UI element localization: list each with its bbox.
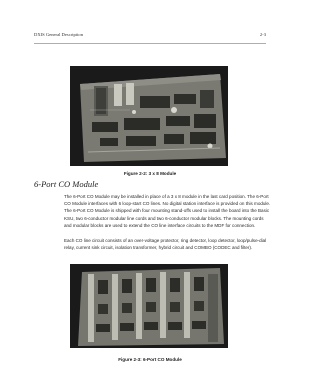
section-heading: 6-Port CO Module [34,179,99,189]
running-header-title: DXIS General Description [34,32,83,37]
header-divider [34,43,266,44]
figure-1-caption: Figure 2-2: 3 x 8 Module [123,171,177,176]
page-number: 2-3 [259,32,266,37]
figure-3x8-module-photo [70,66,228,166]
circuit-board-image-2 [70,264,228,348]
figure-2-caption: Figure 2-3: 6-Port CO Module [118,357,182,362]
circuit-board-image-1 [70,66,228,166]
paragraph-2: Each CO line circuit consists of an over-voltage protector, ring detector, loop detector, loop/pulse-dial relay, current sink circuit, isolation transformer, hybrid circuit and COMBO (CODEC and filter). [64,238,267,251]
paragraph-1: The 6-Port CO Module may be installed in place of a 3 x 8 module in the last card position. The 6-Port CO Module interfaces with 6 loop-start CO lines. No digital station interface is provided on this module. The 6-Port CO Module is shipped with four mounting stand-offs used to install the board into the Basic KSU, two 6-conductor modular line cords and two 6-conductor modular blocks. The mounting cords and modular blocks are used to extend the CO line interface circuits to the MDF for connection. [64,194,271,228]
figure-6-port-co-module-photo [70,264,228,348]
